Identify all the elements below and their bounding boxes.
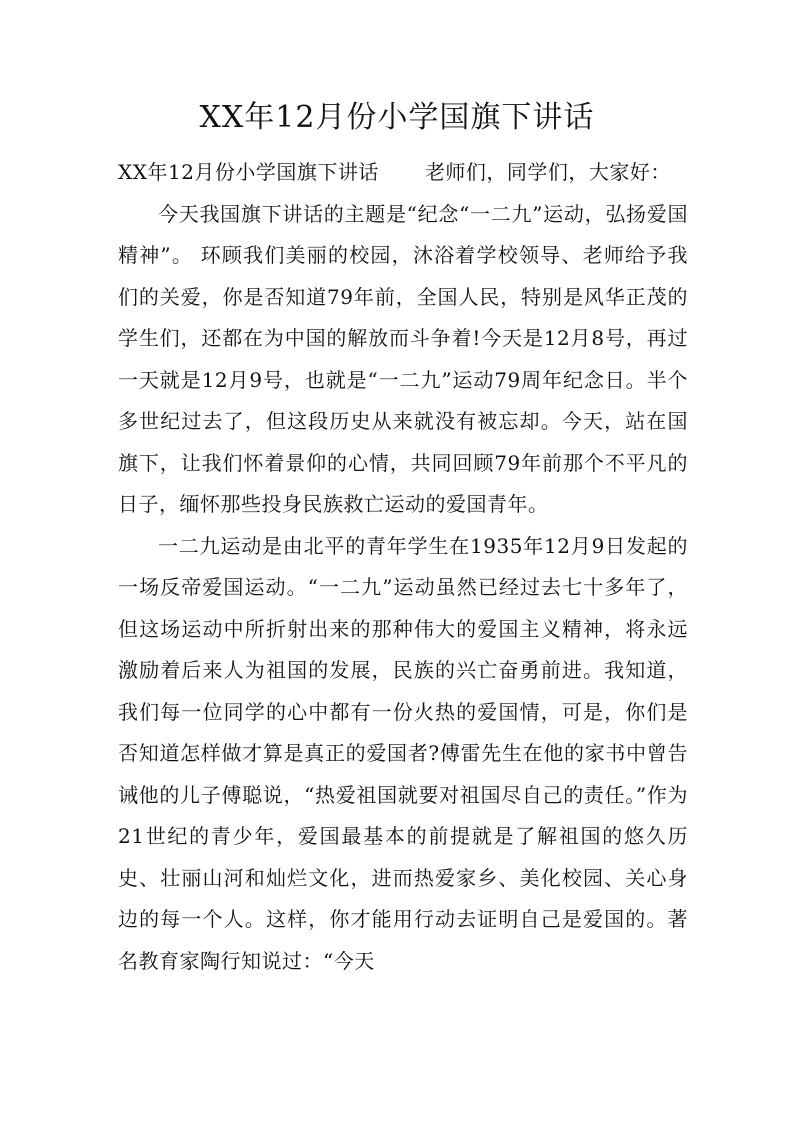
greeting: 老师们，同学们，大家好：: [424, 160, 671, 184]
paragraph: 一二九运动是由北平的青年学生在1935年12月9日发起的一场反帝爱国运动。“一二九”运动虽然已经过去七十多年了，但这场运动中所折射出来的那种伟大的爱国主义精神，将永远激励着后来人为祖国的发展，民族的兴亡奋勇前进。我知道，我们每一位同学的心中都有一份火热的爱国情，可是，你们是否知道怎样做才算是真正的爱国者?傅雷先生在他的家书中曾告诫他的儿子傅聪说，“热爱祖国就要对祖国尽自己的责任。”作为21世纪的青少年，爱国最基本的前提就是了解祖国的悠久历史、壮丽山河和灿烂文化，进而热爱家乡、美化校园、关心身边的每一个人。这样，你才能用行动去证明自己是爱国的。著名教育家陶行知说过：“今天: [118, 533, 688, 973]
paragraph: 今天我国旗下讲话的主题是“纪念“一二九”运动，弘扬爱国精神”。 环顾我们美丽的校园，沐浴着学校领导、老师给予我们的关爱，你是否知道79年前，全国人民，特别是风华正茂的学生们，还都在为中国的解放而斗争着!今天是12月8号，再过一天就是12月9号，也就是“一二九”运动79周年纪念日。半个多世纪过去了，但这段历史从来就没有被忘却。今天，站在国旗下，让我们怀着景仰的心情，共同回顾79年前那个不平凡的日子，缅怀那些投身民族救亡运动的爱国青年。: [118, 201, 688, 516]
document-body: [118, 152, 688, 982]
intro-title: XX年12月份小学国旗下讲话: [118, 160, 379, 184]
document-title: XX年12月份小学国旗下讲话: [199, 100, 595, 135]
intro-line: [118, 152, 688, 194]
